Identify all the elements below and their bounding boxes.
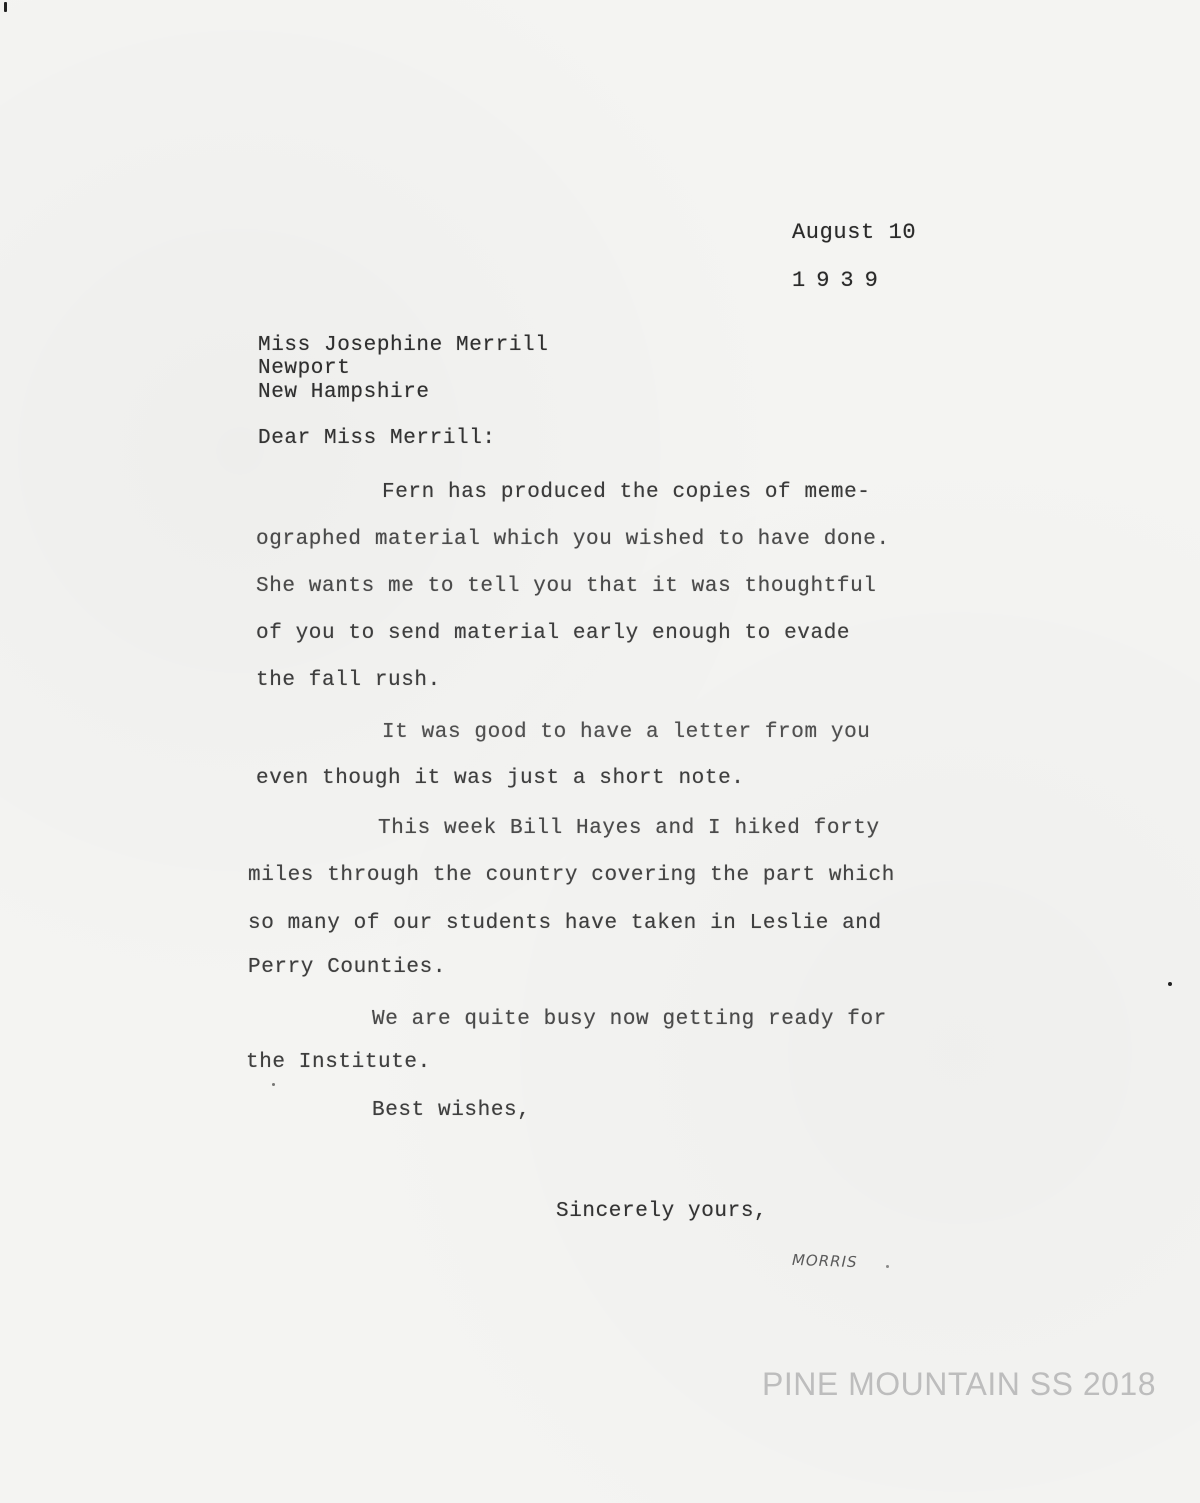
- paragraph-1-line: Fern has produced the copies of meme-: [382, 481, 871, 504]
- recipient-name: Miss Josephine Merrill: [258, 334, 549, 357]
- handwritten-signature: MORRIS: [791, 1250, 858, 1272]
- paragraph-4-line: We are quite busy now getting ready for: [372, 1008, 887, 1031]
- paragraph-1-line: ographed material which you wished to have done.: [256, 528, 890, 551]
- paragraph-4-line: the Institute.: [246, 1051, 431, 1074]
- ink-speck: [4, 2, 7, 12]
- paragraph-2-line: even though it was just a short note.: [256, 767, 745, 790]
- paragraph-3-line: Perry Counties.: [248, 956, 447, 979]
- recipient-state: New Hampshire: [258, 381, 430, 404]
- paragraph-3-line: so many of our students have taken in Leslie and: [248, 912, 882, 935]
- ink-speck: [886, 1265, 889, 1268]
- paragraph-1-line: She wants me to tell you that it was thoughtful: [256, 575, 877, 598]
- ink-speck: [1168, 982, 1172, 986]
- paragraph-2-line: It was good to have a letter from you: [382, 721, 871, 744]
- recipient-city: Newport: [258, 357, 351, 380]
- sign-off: Sincerely yours,: [556, 1200, 768, 1223]
- paragraph-3-line: miles through the country covering the part which: [248, 864, 895, 887]
- paragraph-1-line: the fall rush.: [256, 669, 441, 692]
- archive-watermark: PINE MOUNTAIN SS 2018: [762, 1366, 1157, 1402]
- letter-date-year: 1939: [792, 268, 889, 293]
- salutation: Dear Miss Merrill:: [258, 427, 496, 450]
- best-wishes: Best wishes,: [372, 1099, 531, 1122]
- letter-date-month: August 10: [792, 220, 917, 245]
- paragraph-3-line: This week Bill Hayes and I hiked forty: [378, 817, 880, 840]
- paragraph-1-line: of you to send material early enough to evade: [256, 622, 851, 645]
- ink-speck: [272, 1083, 275, 1086]
